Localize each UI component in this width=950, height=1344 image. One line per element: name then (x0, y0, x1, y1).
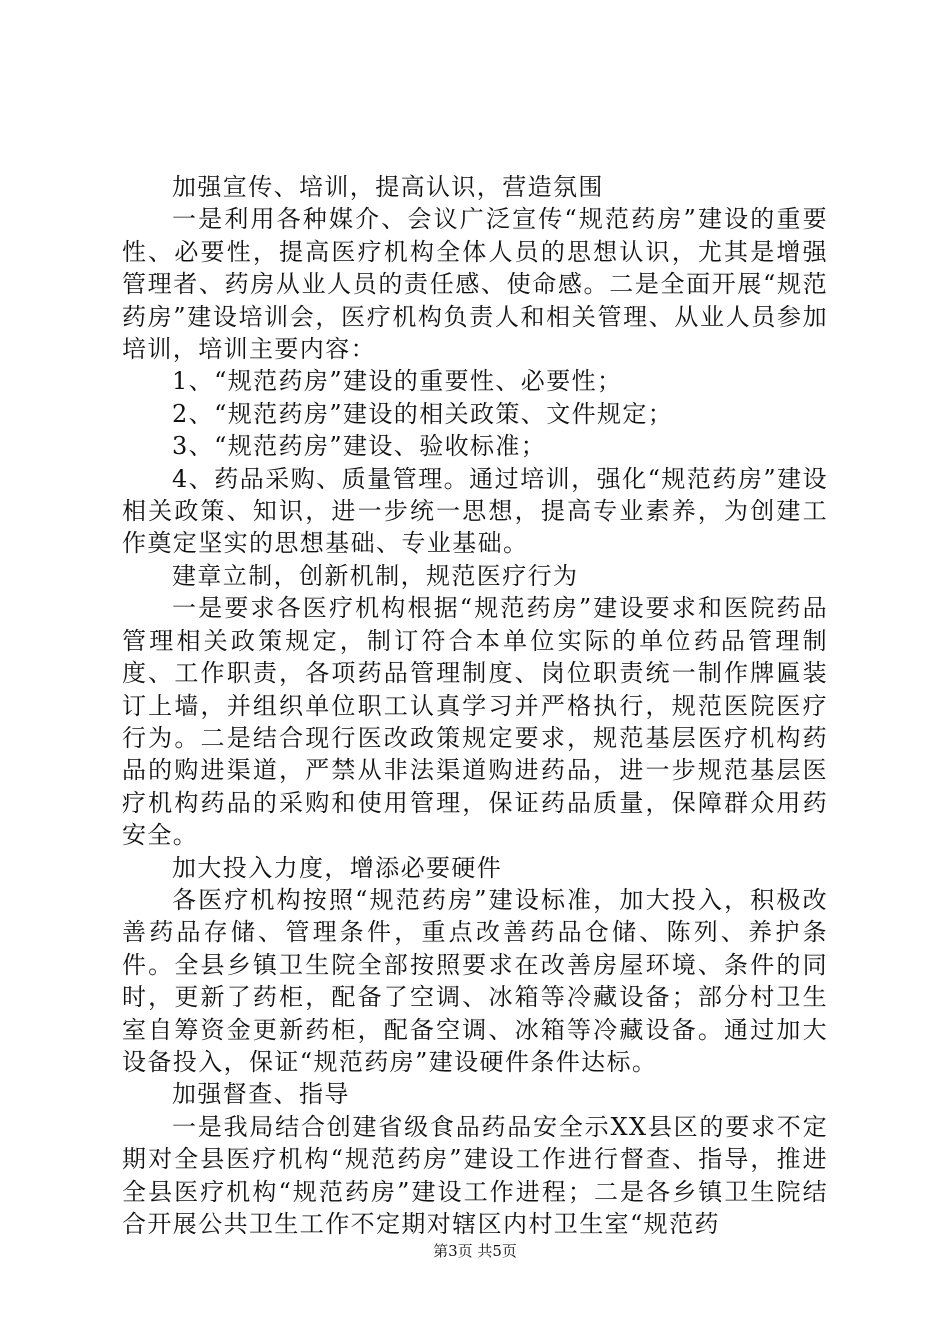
list-item-1: 1、“规范药房”建设的重要性、必要性； (172, 367, 623, 396)
section-heading-rules: 建章立制，创新机制，规范医疗行为 (172, 561, 579, 590)
page-footer: 第3页 共5页 (433, 1242, 517, 1260)
paragraph-investment: 各医疗机构按照“规范药房”建设标准，加大投入，积极改善药品存储、管理条件，重点改善药品仓储、陈列、养护条件。全县乡镇卫生院全部按照要求在改善房屋环境、条件的同时，更新了药柜，配备了空调、冰箱等冷藏设备；部分村卫生室自筹资金更新药柜，配备空调、冰箱等冷藏设备。通过加大设备投入，保证“规范药房”建设硬件条件达标。 (122, 885, 828, 1076)
paragraph-supervision: 一是我局结合创建省级食品药品安全示XX县区的要求不定期对全县医疗机构“规范药房”建设工作进行督查、指导，推进全县医疗机构“规范药房”建设工作进程；二是各乡镇卫生院结合开展公共卫生工作不定期对辖区内村卫生室“规范药 (122, 1112, 828, 1238)
section-heading-supervision: 加强督查、指导 (172, 1080, 350, 1109)
document-body (122, 171, 828, 1240)
list-item-3: 3、“规范药房”建设、验收标准； (172, 432, 547, 461)
section-heading-investment: 加大投入力度，增添必要硬件 (172, 853, 503, 882)
paragraph-publicity: 一是利用各种媒介、会议广泛宣传“规范药房”建设的重要性、必要性，提高医疗机构全体人员的思想认识，尤其是增强管理者、药房从业人员的责任感、使命感。二是全面开展“规范药房”建设培训会，医疗机构负责人和相关管理、从业人员参加培训，培训主要内容： (122, 205, 828, 364)
section-heading-publicity: 加强宣传、培训，提高认识，营造氛围 (172, 173, 604, 201)
list-item-4: 4、药品采购、质量管理。通过培训，强化“规范药房”建设相关政策、知识，进一步统一思想，提高专业素养，为创建工作奠定坚实的思想基础、专业基础。 (122, 464, 828, 558)
paragraph-rules: 一是要求各医疗机构根据“规范药房”建设要求和医院药品管理相关政策规定，制订符合本单位实际的单位药品管理制度、工作职责，各项药品管理制度、岗位职责统一制作牌匾装订上墙，并组织单位职工认真学习并严格执行，规范医院医疗行为。二是结合现行医改政策规定要求，规范基层医疗机构药品的购进渠道，严禁从非法渠道购进药品，进一步规范基层医疗机构药品的采购和使用管理，保证药品质量，保障群众用药安全。 (122, 594, 828, 850)
list-item-2: 2、“规范药房”建设的相关政策、文件规定； (172, 399, 674, 428)
